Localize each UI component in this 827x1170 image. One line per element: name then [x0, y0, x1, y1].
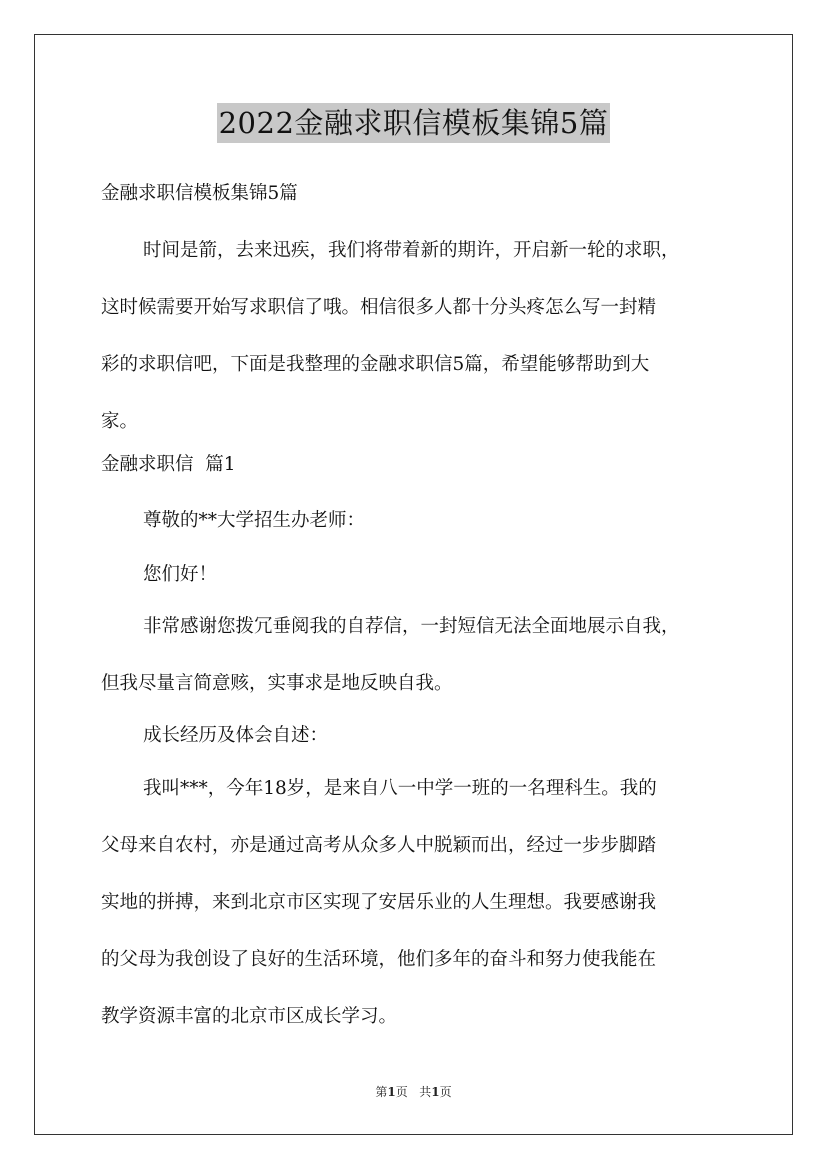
- page-footer: [0, 1083, 827, 1100]
- paragraph-2: [101, 760, 741, 1045]
- total-prefix: 共: [419, 1085, 432, 1099]
- intro-line-4: 家。: [101, 411, 139, 432]
- para2-line-5: 教学资源丰富的北京市区成长学习。: [101, 1006, 398, 1027]
- document-title: 2022金融求职信模板集锦5篇: [217, 103, 611, 143]
- section-heading-text: 金融求职信 篇1: [101, 454, 236, 475]
- total-suffix: 页: [439, 1085, 452, 1099]
- growth-heading: [101, 707, 741, 764]
- intro-line-3: 彩的求职信吧，下面是我整理的金融求职信5篇，希望能够帮助到大: [101, 354, 650, 375]
- subtitle-text: 金融求职信模板集锦5篇: [101, 183, 298, 204]
- para1-line-1: 非常感谢您拨冗垂阅我的自荐信，一封短信无法全面地展示自我，: [143, 616, 680, 637]
- para2-line-1: 我叫***，今年18岁，是来自八一中学一班的一名理科生。我的: [143, 778, 657, 799]
- greeting: [101, 546, 741, 603]
- section-heading: [101, 436, 741, 493]
- salutation-text: 尊敬的**大学招生办老师：: [143, 510, 366, 531]
- intro-line-1: 时间是箭，去来迅疾，我们将带着新的期许，开启新一轮的求职，: [143, 240, 680, 261]
- subtitle: [101, 165, 741, 222]
- para1-line-2: 但我尽量言简意赅，实事求是地反映自我。: [101, 673, 453, 694]
- growth-heading-text: 成长经历及体会自述：: [143, 725, 329, 746]
- page-prefix: 第: [375, 1085, 388, 1099]
- total-pages: 1: [431, 1085, 440, 1099]
- page-suffix: 页: [395, 1085, 408, 1099]
- salutation: [101, 492, 741, 549]
- para2-line-3: 实地的拼搏，来到北京市区实现了安居乐业的人生理想。我要感谢我: [101, 892, 657, 913]
- paragraph-1: [101, 598, 741, 712]
- para2-line-4: 的父母为我创设了良好的生活环境，他们多年的奋斗和努力使我能在: [101, 949, 657, 970]
- para2-line-2: 父母来自农村，亦是通过高考从众多人中脱颖而出，经过一步步脚踏: [101, 835, 657, 856]
- page-number: 1: [387, 1085, 396, 1099]
- title-container: [0, 103, 827, 143]
- intro-line-2: 这时候需要开始写求职信了哦。相信很多人都十分头疼怎么写一封精: [101, 297, 657, 318]
- intro-paragraph: [101, 222, 741, 450]
- greeting-text: 您们好！: [143, 564, 218, 585]
